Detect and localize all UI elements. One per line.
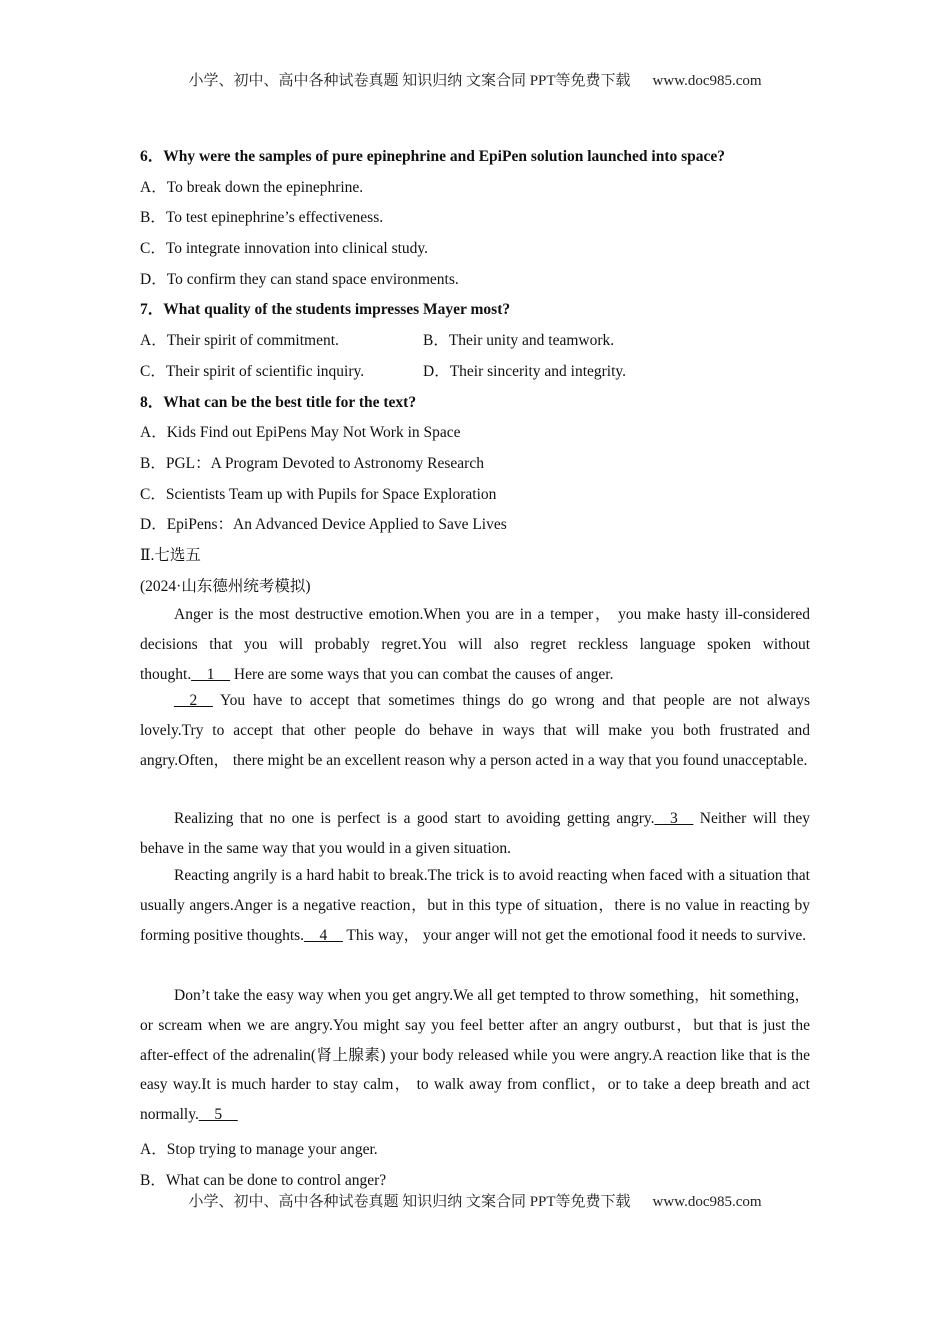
footer-site: www.doc985.com: [652, 1194, 762, 1210]
header-text: 小学、初中、高中各种试卷真题 知识归纳 文案合同 PPT等免费下载: [188, 73, 631, 89]
page-footer: [0, 1190, 950, 1211]
footer-text: 小学、初中、高中各种试卷真题 知识归纳 文案合同 PPT等免费下载: [188, 1194, 631, 1210]
question-6-option-c: C．To integrate innovation into clinical study.: [140, 240, 429, 257]
section-title: Ⅱ.七选五: [140, 547, 201, 564]
blank-1: __1__: [191, 665, 230, 683]
question-7-option-d: D．Their sincerity and integrity.: [423, 363, 627, 380]
question-7-option-a: A．Their spirit of commitment.: [140, 332, 339, 349]
answer-option-a: A．Stop trying to manage your anger.: [140, 1141, 378, 1158]
question-6-option-b: B．To test epinephrine’s effectiveness.: [140, 209, 384, 226]
question-8-option-c: C．Scientists Team up with Pupils for Space Exploration: [140, 486, 497, 503]
blank-4: __4__: [304, 926, 343, 944]
passage-paragraph-3: Realizing that no one is perfect is a good start to avoiding getting angry.__3__ Neither will they behave in the same way that you would in a given situation.: [140, 810, 810, 857]
blank-3: __3__: [654, 810, 694, 827]
blank-2: __2__: [174, 692, 213, 709]
question-6-stem: 6．Why were the samples of pure epinephrine and EpiPen solution launched into space?: [140, 148, 726, 165]
question-6-option-a: A．To break down the epinephrine.: [140, 179, 364, 196]
question-7-option-b: B．Their unity and teamwork.: [423, 332, 615, 349]
question-8-option-b: B．PGL：A Program Devoted to Astronomy Research: [140, 455, 484, 472]
section-source: (2024·山东德州统考模拟): [140, 578, 311, 595]
question-8-option-d: D．EpiPens：An Advanced Device Applied to Save Lives: [140, 516, 507, 533]
passage-paragraph-5: Don’t take the easy way when you get angry.We all get tempted to throw something，hit something，or scream when we are angry.You might say you feel better after an angry outburst，but that is just the after-effect of the adrenalin(肾上腺素) your body released while you were angry.A reaction like that is the easy way.It is much harder to stay calm， to walk away from conflict，or to take a deep breath and act normally.__5__: [140, 987, 810, 1124]
question-7-option-c: C．Their spirit of scientific inquiry.: [140, 363, 365, 380]
question-8-stem: 8．What can be the best title for the text?: [140, 394, 417, 411]
passage-paragraph-4: Reacting angrily is a hard habit to break.The trick is to avoid reacting when faced with a situation that usually angers.Anger is a negative reaction，but in this type of situation，there is no value in reacting by forming positive thoughts.__4__ This way， your anger will not get the emotional food it needs to survive.: [140, 867, 810, 944]
answer-option-b: B．What can be done to control anger?: [140, 1172, 387, 1189]
page-header: [0, 69, 950, 90]
question-7-stem: 7．What quality of the students impresses Mayer most?: [140, 301, 511, 318]
passage-paragraph-1: Anger is the most destructive emotion.When you are in a temper， you make hasty ill-considered decisions that you will probably regret.You will also regret reckless language spoken without thought.__1__ Here are some ways that you can combat the causes of anger.: [140, 606, 810, 683]
header-site: www.doc985.com: [652, 73, 762, 89]
passage-paragraph-2: __2__ You have to accept that sometimes things do go wrong and that people are not always lovely.Try to accept that other people do behave in ways that will make you both frustrated and angry.Often， there might be an excellent reason why a person acted in a way that you found unacceptable.: [140, 692, 810, 769]
question-8-option-a: A．Kids Find out EpiPens May Not Work in Space: [140, 424, 461, 441]
question-6-option-d: D．To confirm they can stand space environments.: [140, 271, 459, 288]
blank-5: __5__: [198, 1106, 238, 1124]
